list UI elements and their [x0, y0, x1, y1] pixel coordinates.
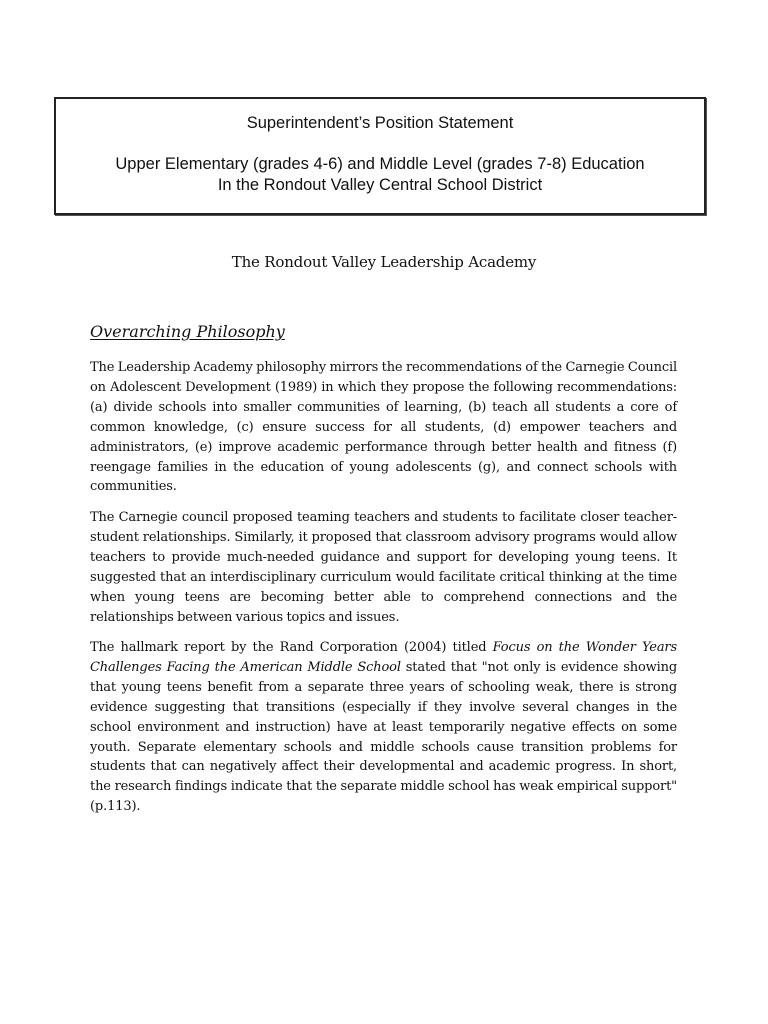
paragraph-3-rest: stated that "not only is evidence showing that young teens benefit from a separate three years of schooling weak, there is strong evidence suggesting that transitions (especially if they involve several changes in the school environment and instruction) have at least temporarily negative effects on some youth. Separate elementary schools and middle schools cause transition problems for students that can negatively affect their developmental and academic progress. In short, the research findings indicate that the separate middle school has weak empirical support" (p.113).: [90, 659, 677, 815]
section-heading: Overarching Philosophy: [90, 322, 285, 341]
position-statement-title: Superintendent’s Position Statement: [246, 114, 514, 132]
paragraph-3-intro: The hallmark report by the Rand Corporation (2004) titled: [90, 640, 493, 655]
report-title: Focus on the Wonder Years Challenges Facing the American Middle School: [90, 640, 678, 675]
education-levels-title: Upper Elementary (grades 4-6) and Middle Level (grades 7-8) Education: [115, 155, 645, 173]
academy-subtitle: The Rondout Valley Leadership Academy: [231, 253, 537, 271]
paragraph-1: The Leadership Academy philosophy mirrors the recommendations of the Carnegie Council on Adolescent Development (1989) in which they propose the following recommendations: (a) divide schools into smaller communities of learning, (b) teach all students a core of common knowledge, (c) ensure success for all students, (d) empower teachers and administrators, (e) improve academic performance through better health and fitness (f) reengage families in the education of young adolescents (g), and connect schools with communities.: [90, 360, 677, 495]
paragraph-2: The Carnegie council proposed teaming teachers and students to facilitate closer teacher-student relationships. Similarly, it proposed that classroom advisory programs would allow teachers to provide much-needed guidance and support for developing young teens. It suggested that an interdisciplinary curriculum would facilitate critical thinking at the time when young teens are becoming better able to comprehend connections and the relationships between various topics and issues.: [90, 510, 677, 625]
paragraph-3: [90, 638, 677, 817]
title-box: [54, 97, 706, 215]
district-title: In the Rondout Valley Central School District: [217, 176, 543, 194]
